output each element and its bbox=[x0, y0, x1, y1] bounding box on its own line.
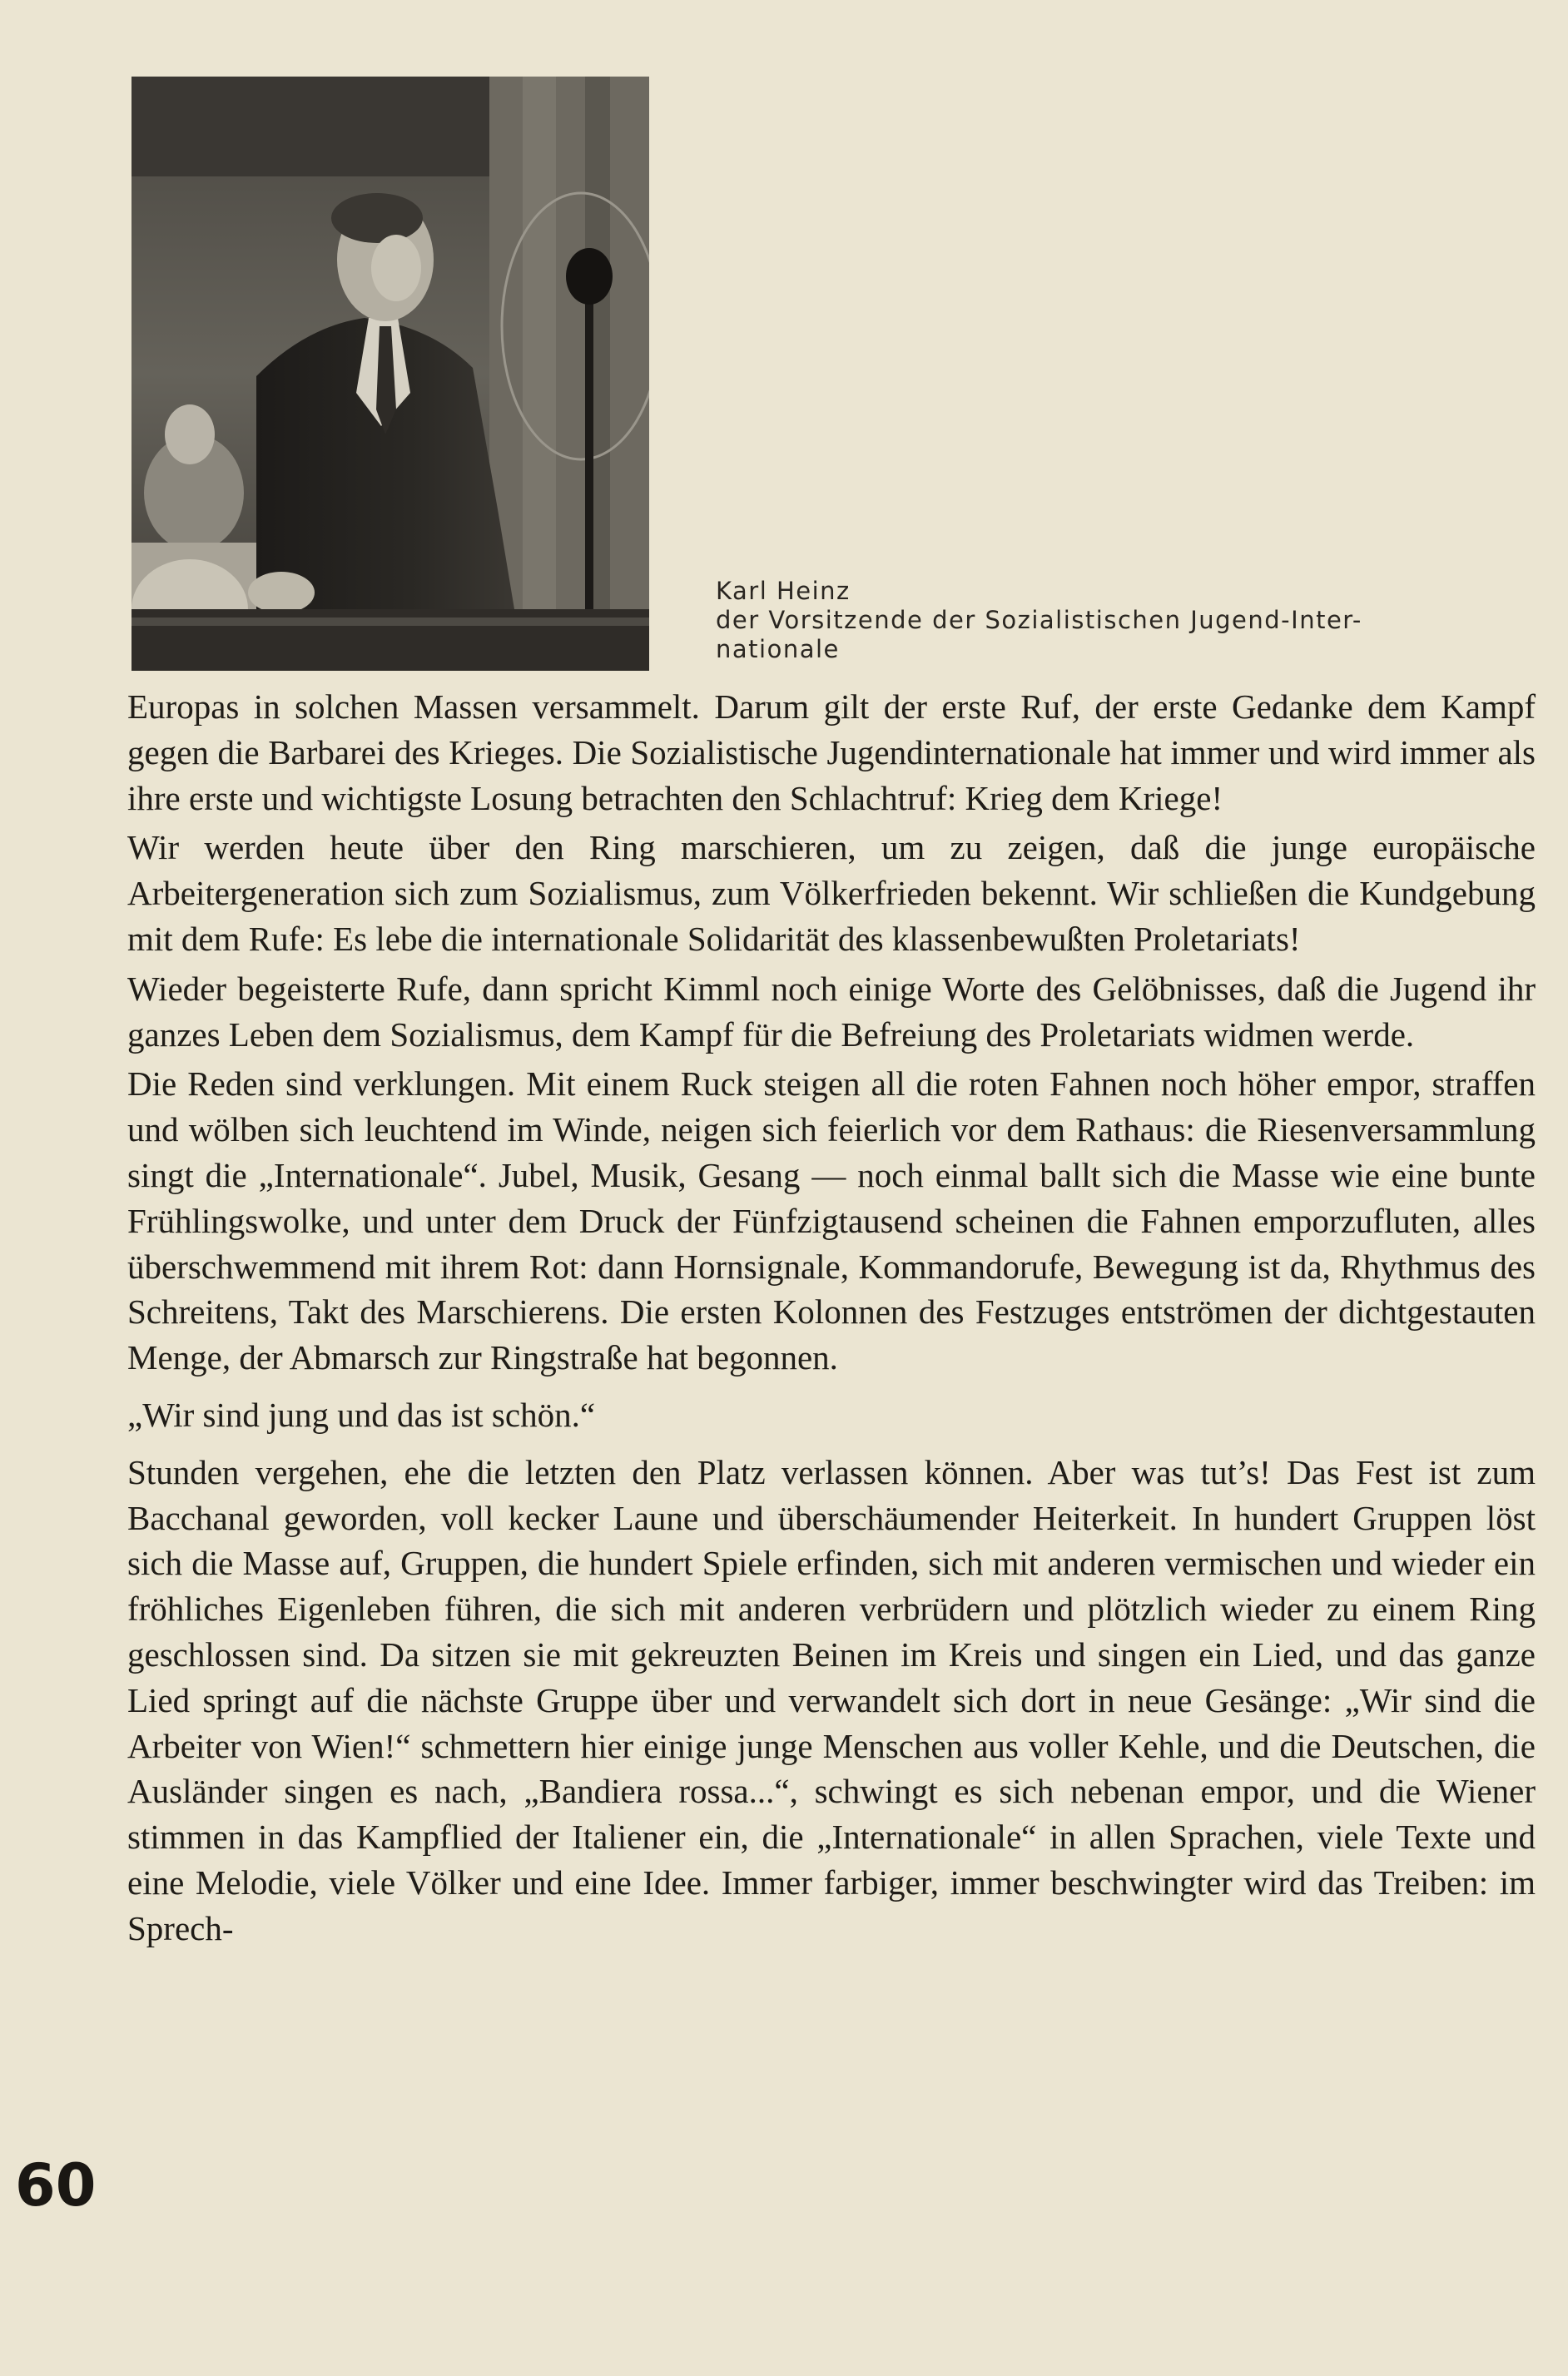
photo-caption bbox=[716, 577, 1506, 664]
speaker-at-microphone-photo-icon bbox=[131, 77, 649, 671]
paragraph: Die Reden sind verklungen. Mit einem Ruck steigen all die roten Fahnen noch höher empor, straffen und wölben sich leuchtend im Winde, neigen sich feierlich vor dem Rathaus: die Riesenversammlung singt die „Internationale“. Jubel, Musik, Gesang — noch einmal ballt sich die Masse wie eine bunte Frühlingswolke, und unter dem Druck der Fünfzigtausend scheinen die Fahnen emporzufluten, alles überschwemmend mit ihrem Rot: dann Hornsignale, Kommandorufe, Bewegung ist da, Rhythmus des Schreitens, Takt des Marschierens. Die ersten Kolonnen des Festzuges entströmen der dichtgestauten Menge, der Abmarsch zur Ringstraße hat begonnen. bbox=[127, 1064, 1536, 1377]
caption-role-continued: nationale bbox=[716, 635, 840, 663]
page-number: 60 bbox=[15, 2151, 97, 2220]
caption-name: Karl Heinz bbox=[716, 577, 851, 605]
paragraph: Wir werden heute über den Ring marschieren, um zu zeigen, daß die junge europäische Arbeitergeneration sich zum Sozialismus, zum Völkerfrieden bekennt. Wir schließen die Kundgebung mit dem Rufe: Es lebe die internationale Solidarität des klassenbewußten Proletariats! bbox=[127, 828, 1536, 958]
quote-line: „Wir sind jung und das ist schön.“ bbox=[127, 1395, 596, 1434]
paragraph: Europas in solchen Massen versammelt. Darum gilt der erste Ruf, der erste Gedanke dem Kampf gegen die Barbarei des Krieges. Die Sozialistische Jugendinternationale hat immer und wird immer als ihre erste und wichtigste Losung betrachten den Schlachtruf: Krieg dem Kriege! bbox=[127, 687, 1536, 817]
paragraph: Wieder begeisterte Rufe, dann spricht Kimml noch einige Worte des Gelöbnisses, daß die Jugend ihr ganzes Leben dem Sozialismus, dem Kampf für die Befreiung des Proletariats widmen werde. bbox=[127, 969, 1536, 1054]
paragraph: Stunden vergehen, ehe die letzten den Platz verlassen können. Aber was tut’s! Das Fest ist zum Bacchanal geworden, voll kecker Laune und überschäumender Heiterkeit. In hundert Gruppen löst sich die Masse auf, Gruppen, die hundert Spiele erfinden, sich mit anderen vermischen und wieder ein fröhliches Eigenleben führen, die sich mit anderen verbrüdern und plötzlich wieder zu einem Ring geschlossen sind. Da sitzen sie mit gekreuzten Beinen im Kreis und singen ein Lied, und das ganze Lied springt auf die nächste Gruppe über und verwandelt sich dort in neue Gesänge: „Wir sind die Arbeiter von Wien!“ schmettern hier einige junge Menschen aus voller Kehle, und die Deutschen, die Ausländer singen es nach, „Bandiera rossa...“, schwingt es sich nebenan empor, und die Wiener stimmen in das Kampflied der Italiener ein, die „Internationale“ in allen Sprachen, viele Texte und eine Melodie, viele Völker und eine Idee. Immer farbiger, immer beschwingter wird das Treiben: im Sprech- bbox=[127, 1452, 1536, 1947]
body-text bbox=[127, 684, 1536, 1956]
caption-role: der Vorsitzende der Sozialistischen Jugend-Inter- bbox=[716, 606, 1362, 634]
speaker-photo bbox=[131, 77, 649, 671]
